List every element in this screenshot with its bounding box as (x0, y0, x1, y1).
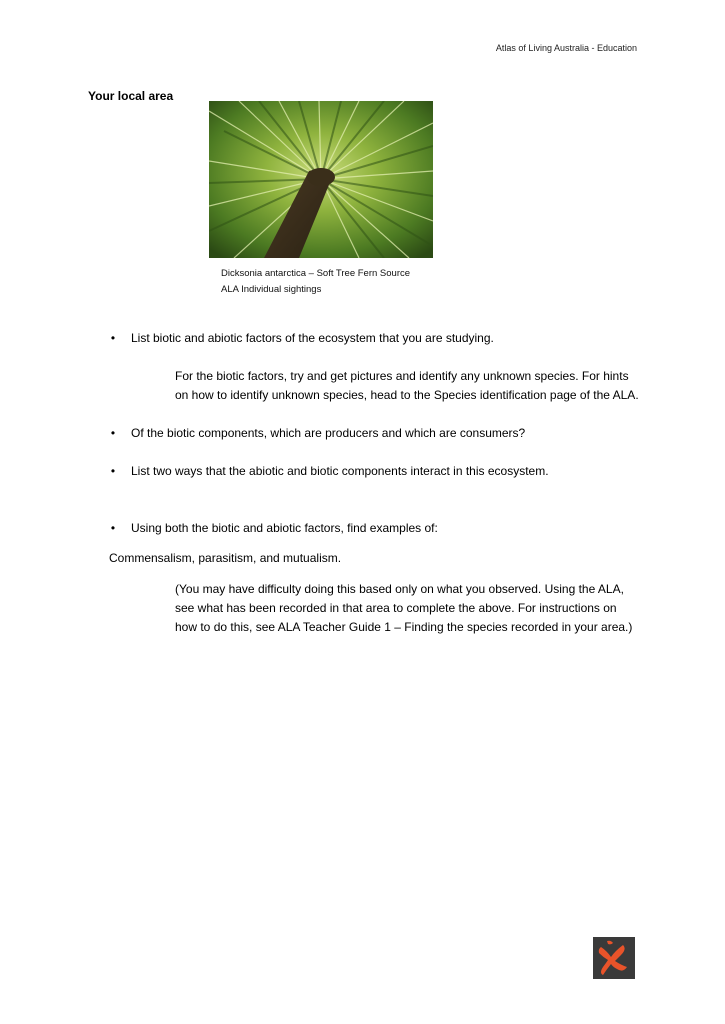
bullet-text-biotic-abiotic: List biotic and abiotic factors of the ecosystem that you are studying. (131, 331, 494, 345)
list-item (110, 329, 494, 348)
list-item (110, 462, 549, 481)
list-item (110, 519, 438, 538)
bullet-dot: • (110, 331, 116, 345)
section-title: Your local area (88, 89, 174, 103)
instructions-paragraph: (You may have difficulty doing this based only on what you observed. Using the ALA, see what has been recorded in that area to complete the above. For instructions on how to do this, see ALA Teacher Guide 1 – Finding the species recorded in your area.) (175, 582, 633, 634)
caption-line-2: ALA Individual sightings (221, 284, 322, 295)
list-item (110, 424, 526, 443)
bullet-dot: • (110, 521, 116, 535)
caption-line-1: Dicksonia antarctica – Soft Tree Fern Source (221, 268, 411, 279)
page-header: Atlas of Living Australia - Education (495, 43, 637, 53)
bullet-dot: • (110, 464, 116, 478)
relationships-text: Commensalism, parasitism, and mutualism. (109, 551, 342, 565)
bullet-dot: • (110, 426, 116, 440)
hint-paragraph-species-identification: For the biotic factors, try and get pictures and identify any unknown species. For hints on how to identify unknown species, head to the Species identification page of the ALA. (175, 369, 639, 402)
photo-caption (221, 266, 410, 298)
tree-fern-photo (209, 101, 433, 258)
bullet-text-find-examples: Using both the biotic and abiotic factors, find examples of: (131, 521, 438, 535)
bullet-text-producers-consumers: Of the biotic components, which are producers and which are consumers? (131, 426, 526, 440)
ala-logo (593, 937, 635, 979)
bullet-text-interactions: List two ways that the abiotic and biotic components interact in this ecosystem. (131, 464, 549, 478)
